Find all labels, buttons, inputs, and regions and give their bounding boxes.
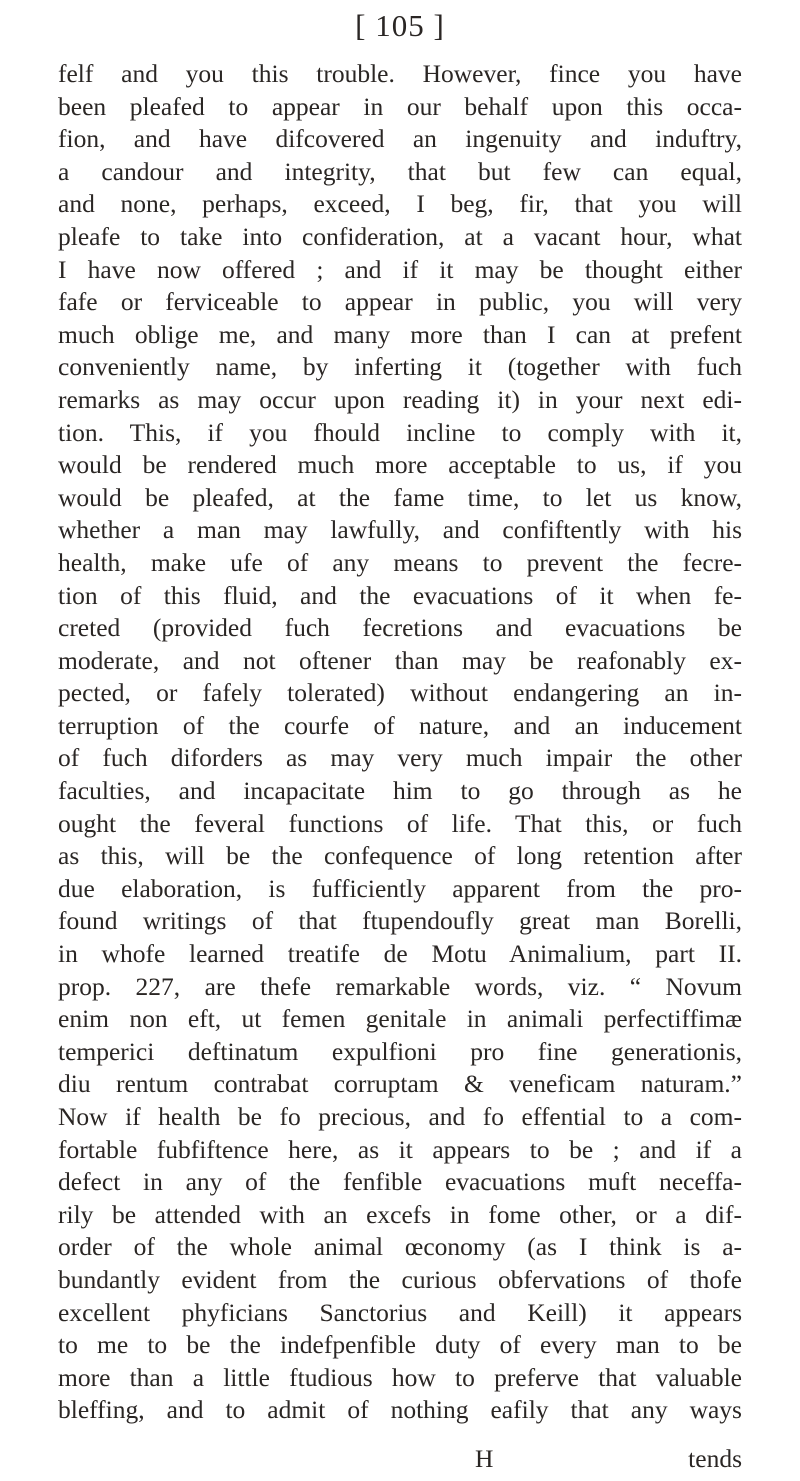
- text-line: fafe or ferviceable to appear in public, you will very: [58, 287, 742, 317]
- body-text: [58, 58, 742, 1427]
- text-line: pleafe to take into confideration, at a vacant hour, what: [58, 221, 742, 251]
- text-line: bleffing, and to admit of nothing eafily that any ways: [58, 1395, 742, 1425]
- text-line: temperici deftinatum expulfioni pro fine generationis,: [58, 1036, 742, 1066]
- text-line: faculties, and incapacitate him to go through as he: [58, 776, 742, 806]
- text-line: conveniently name, by inferting it (together with fuch: [58, 352, 742, 382]
- text-line: more than a little ftudious how to preferve that valuable: [58, 1362, 742, 1392]
- text-line: diu rentum contrabat corruptam & veneficam naturam.”: [58, 1069, 742, 1099]
- text-line: Now if health be fo precious, and fo effential to a com-: [58, 1102, 742, 1131]
- text-line: rily be attended with an excefs in fome other, or a dif-: [58, 1199, 742, 1229]
- text-line: of fuch diforders as may very much impair the other: [58, 743, 742, 773]
- text-line: would be pleafed, at the fame time, to let us know,: [58, 482, 742, 512]
- text-line: defect in any of the fenfible evacuations muft neceffa-: [58, 1167, 742, 1197]
- text-line: tion of this fluid, and the evacuations of it when fe-: [58, 580, 742, 610]
- page-number: [ 105 ]: [355, 8, 445, 43]
- text-line: moderate, and not oftener than may be reafonably ex-: [58, 645, 742, 675]
- text-line: been pleafed to appear in our behalf upon this occa-: [58, 91, 742, 121]
- text-line: pected, or fafely tolerated) without endangering an in-: [58, 678, 742, 708]
- text-line: much oblige me, and many more than I can at prefent: [58, 319, 742, 349]
- catchword: tends: [688, 1444, 742, 1473]
- text-line: felf and you this trouble. However, fince you have: [58, 59, 742, 88]
- text-line: creted (provided fuch fecretions and evacuations be: [58, 613, 742, 643]
- text-line: whether a man may lawfully, and confiftently with his: [58, 515, 742, 545]
- text-line: fion, and have difcovered an ingenuity and induftry,: [58, 124, 742, 154]
- text-line: to me to be the indefpenfible duty of every man to be: [58, 1330, 742, 1360]
- text-line: enim non eft, ut femen genitale in animali perfectiffimæ: [58, 1004, 742, 1034]
- text-line: and none, perhaps, exceed, I beg, fir, that you will: [58, 189, 742, 219]
- text-line: tion. This, if you fhould incline to comply with it,: [58, 417, 742, 447]
- text-line: prop. 227, are thefe remarkable words, viz. “ Novum: [58, 971, 742, 1001]
- text-line: health, make ufe of any means to prevent the fecre-: [58, 547, 742, 577]
- text-line: order of the whole animal œconomy (as I think is a-: [58, 1232, 742, 1262]
- text-line: I have now offered ; and if it may be thought either: [58, 254, 742, 284]
- text-line: as this, will be the confequence of long retention after: [58, 841, 742, 871]
- text-line: a candour and integrity, that but few can equal,: [58, 156, 742, 186]
- signature-mark: H: [475, 1444, 494, 1473]
- text-line: excellent phyficians Sanctorius and Keill) it appears: [58, 1297, 742, 1327]
- text-line: would be rendered much more acceptable to us, if you: [58, 450, 742, 480]
- text-line: due elaboration, is fufficiently apparent from the pro-: [58, 873, 742, 903]
- text-line: remarks as may occur upon reading it) in your next edi-: [58, 384, 742, 414]
- text-line: found writings of that ftupendoufly great man Borelli,: [58, 906, 742, 936]
- text-line: bundantly evident from the curious obfervations of thofe: [58, 1264, 742, 1294]
- text-line: in whofe learned treatife de Motu Animalium, part II.: [58, 939, 742, 969]
- text-line: fortable fubfiftence here, as it appears to be ; and if a: [58, 1134, 742, 1164]
- text-line: terruption of the courfe of nature, and an inducement: [58, 710, 742, 740]
- page-footer: [0, 1444, 800, 1478]
- text-line: ought the feveral functions of life. That this, or fuch: [58, 808, 742, 838]
